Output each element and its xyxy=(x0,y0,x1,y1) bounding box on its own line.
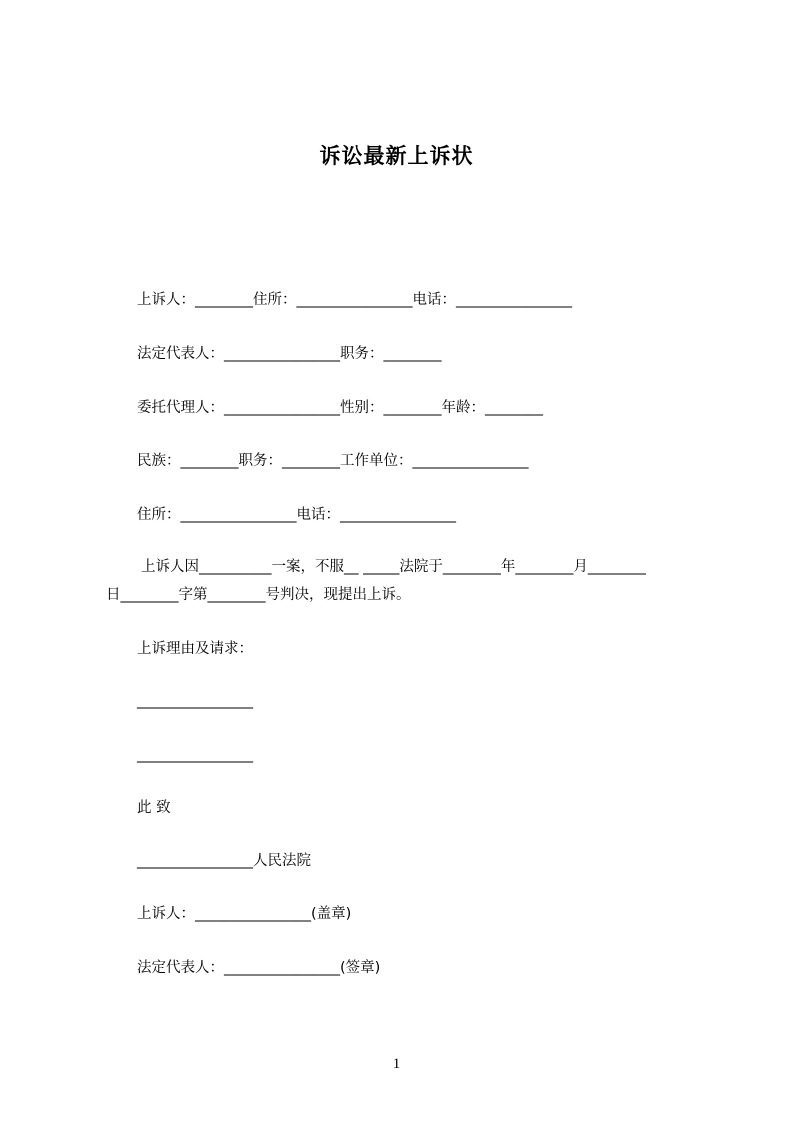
reason-blank-2: ________________ xyxy=(137,747,253,763)
legal-representative-line: 法定代表人：________________职务：________ xyxy=(137,346,442,362)
signature-appellant-line: 上诉人：________________(盖章) xyxy=(137,906,352,922)
court-line: ________________人民法院 xyxy=(137,853,311,869)
appellant-line: 上诉人：________住所：________________电话：________________ xyxy=(137,292,572,308)
signature-legal-rep-line: 法定代表人：________________(签章) xyxy=(137,960,381,976)
case-line-1 xyxy=(106,553,706,581)
agent-line: 委托代理人：________________性别：________年龄：________ xyxy=(137,400,543,416)
case-paragraph xyxy=(106,553,706,609)
document-title: 诉讼最新上诉状 xyxy=(319,144,474,168)
case-line-2: 日________字第________号判决，现提出上诉。 xyxy=(106,587,411,603)
reason-blank-1: ________________ xyxy=(137,693,253,709)
address-line: 住所：________________电话：________________ xyxy=(137,507,456,523)
reasons-heading: 上诉理由及请求： xyxy=(137,641,253,657)
page-number: 1 xyxy=(392,1056,401,1072)
salutation: 此 致 xyxy=(137,800,171,816)
case-line-1-text: 上诉人因__________一案，不服__ _____法院于________年________月________ xyxy=(141,559,646,575)
ethnicity-line: 民族：________职务：________工作单位：________________ xyxy=(137,453,529,469)
